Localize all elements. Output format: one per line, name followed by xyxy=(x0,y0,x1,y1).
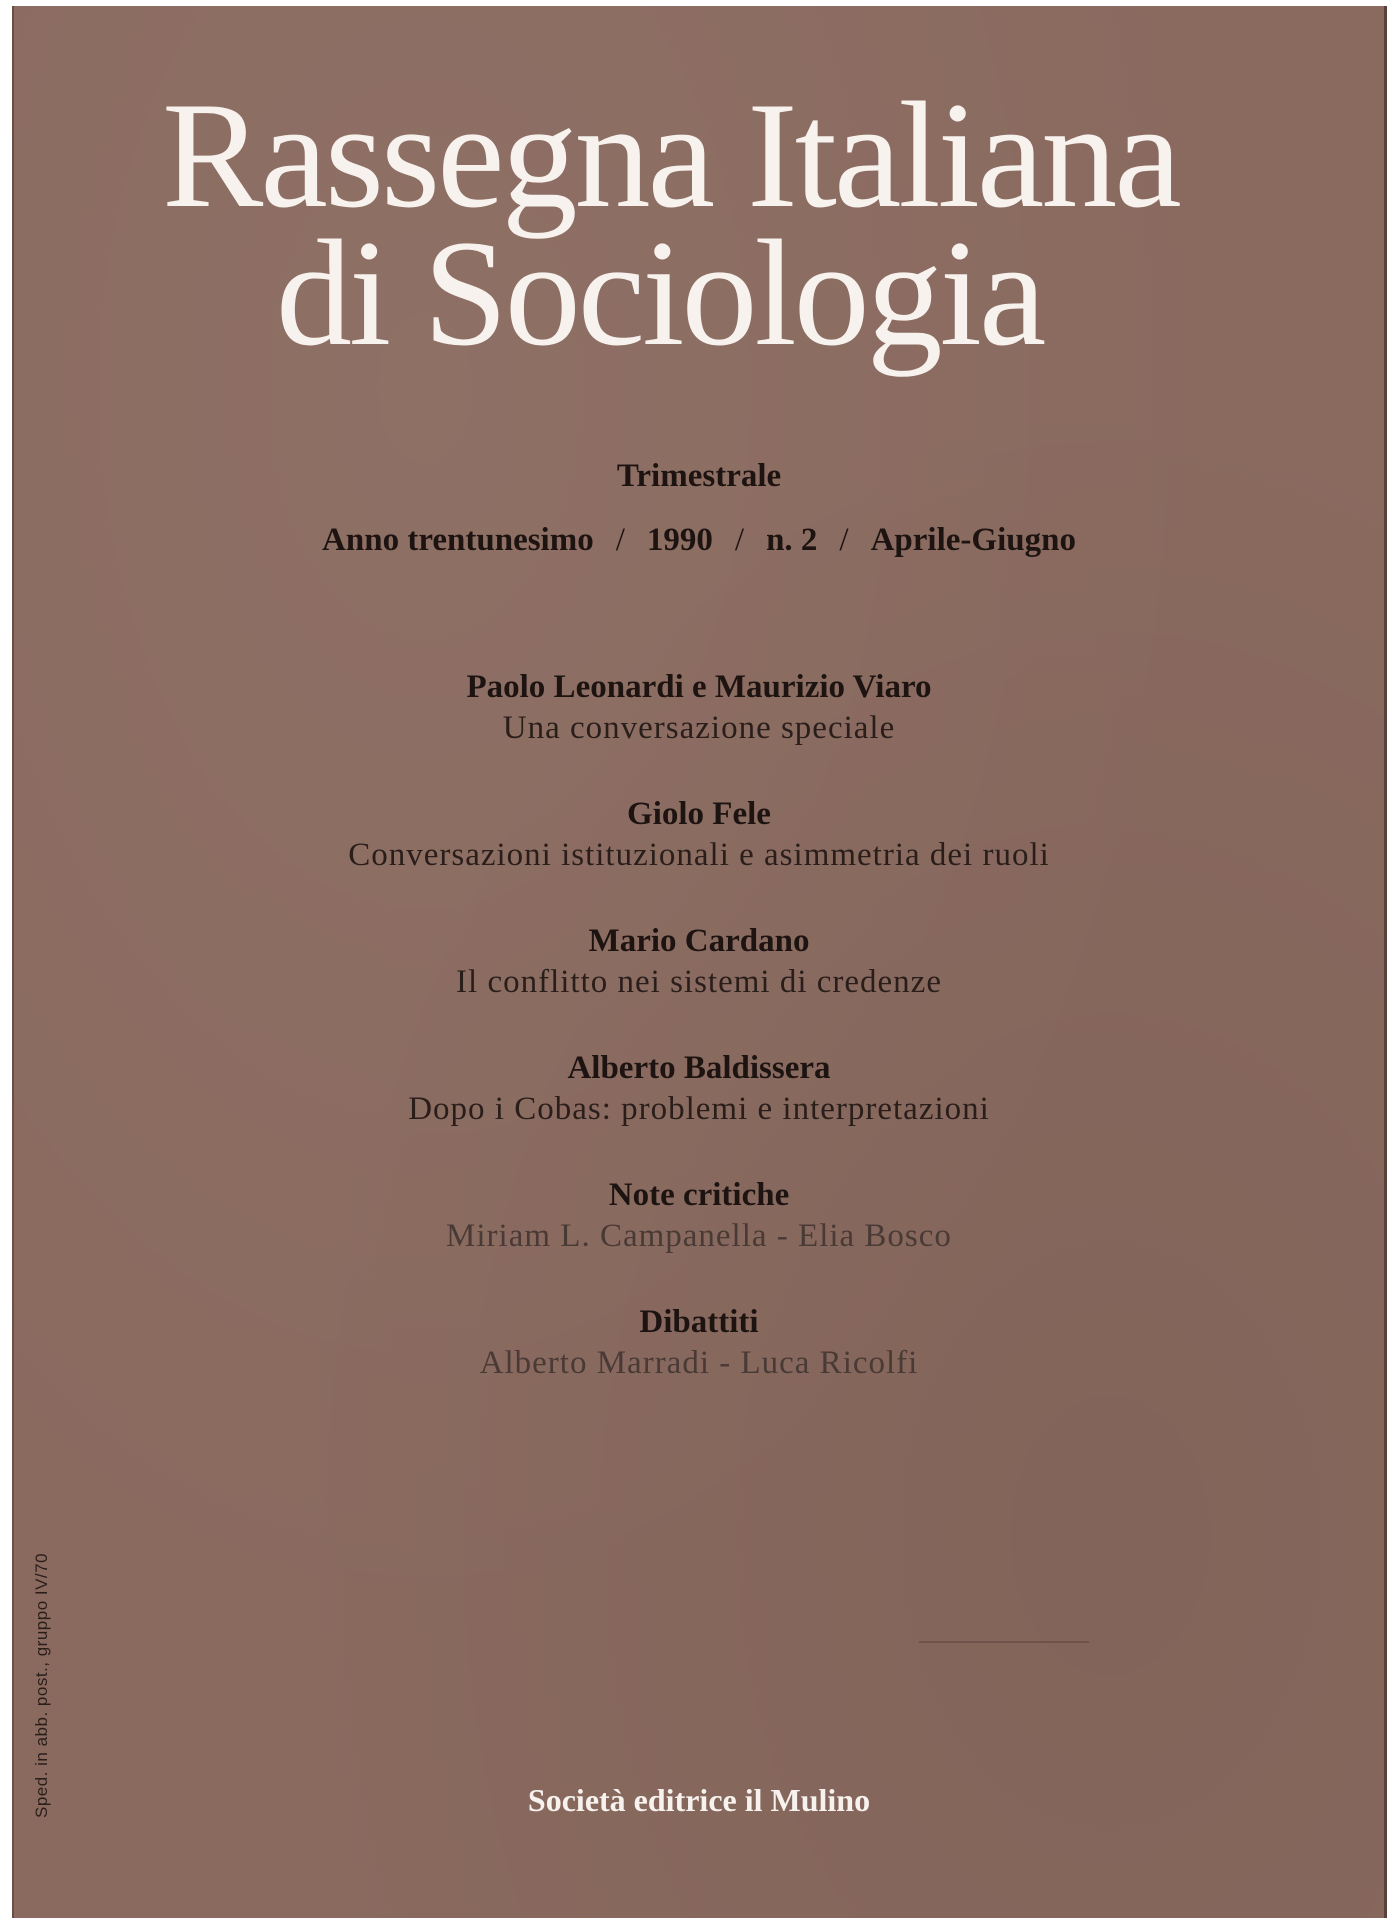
issue-year: 1990 xyxy=(646,522,713,558)
entry-author: Alberto Baldissera xyxy=(567,1050,831,1086)
contents-entry xyxy=(14,1301,1384,1428)
entry-title: Una conversazione speciale xyxy=(502,710,896,746)
publisher-name: Società editrice il Mulino xyxy=(527,1782,871,1818)
surface-scratch xyxy=(919,1641,1089,1643)
journal-title-line-2: di Sociologia xyxy=(276,209,1044,377)
contents-entry xyxy=(14,1047,1384,1174)
issue-separator: / xyxy=(734,522,745,558)
table-of-contents xyxy=(14,666,1384,1428)
contents-entry xyxy=(14,793,1384,920)
issue-year-label: Anno trentunesimo xyxy=(322,522,594,558)
entry-title: Il conflitto nei sistemi di credenze xyxy=(456,964,942,1000)
section-authors: Alberto Marradi - Luca Ricolfi xyxy=(479,1345,919,1381)
journal-cover xyxy=(12,6,1387,1918)
entry-author: Mario Cardano xyxy=(588,923,810,959)
issue-period: Aprile-Giugno xyxy=(870,522,1076,558)
contents-entry xyxy=(14,1174,1384,1301)
section-heading: Note critiche xyxy=(608,1177,790,1213)
journal-title xyxy=(14,71,1384,377)
entry-author: Paolo Leonardi e Maurizio Viaro xyxy=(466,669,932,705)
entry-title: Conversazioni istituzionali e asimmetria dei ruoli xyxy=(348,837,1050,873)
postal-note: Sped. in abb. post., gruppo IV/70 xyxy=(32,1552,51,1818)
section-authors: Miriam L. Campanella - Elia Bosco xyxy=(446,1218,952,1254)
entry-author: Giolo Fele xyxy=(627,796,771,832)
section-heading: Dibattiti xyxy=(639,1304,759,1340)
contents-entry xyxy=(14,920,1384,1047)
issue-separator: / xyxy=(839,522,849,558)
issue-separator: / xyxy=(615,522,625,558)
journal-title-line-1: Rassegna Italiana xyxy=(162,71,1179,239)
issue-info xyxy=(14,522,1384,559)
entry-title: Dopo i Cobas: problemi e interpretazioni xyxy=(408,1091,990,1127)
frequency-label: Trimestrale xyxy=(616,458,782,494)
contents-entry xyxy=(14,666,1384,793)
issue-number: n. 2 xyxy=(766,522,818,558)
